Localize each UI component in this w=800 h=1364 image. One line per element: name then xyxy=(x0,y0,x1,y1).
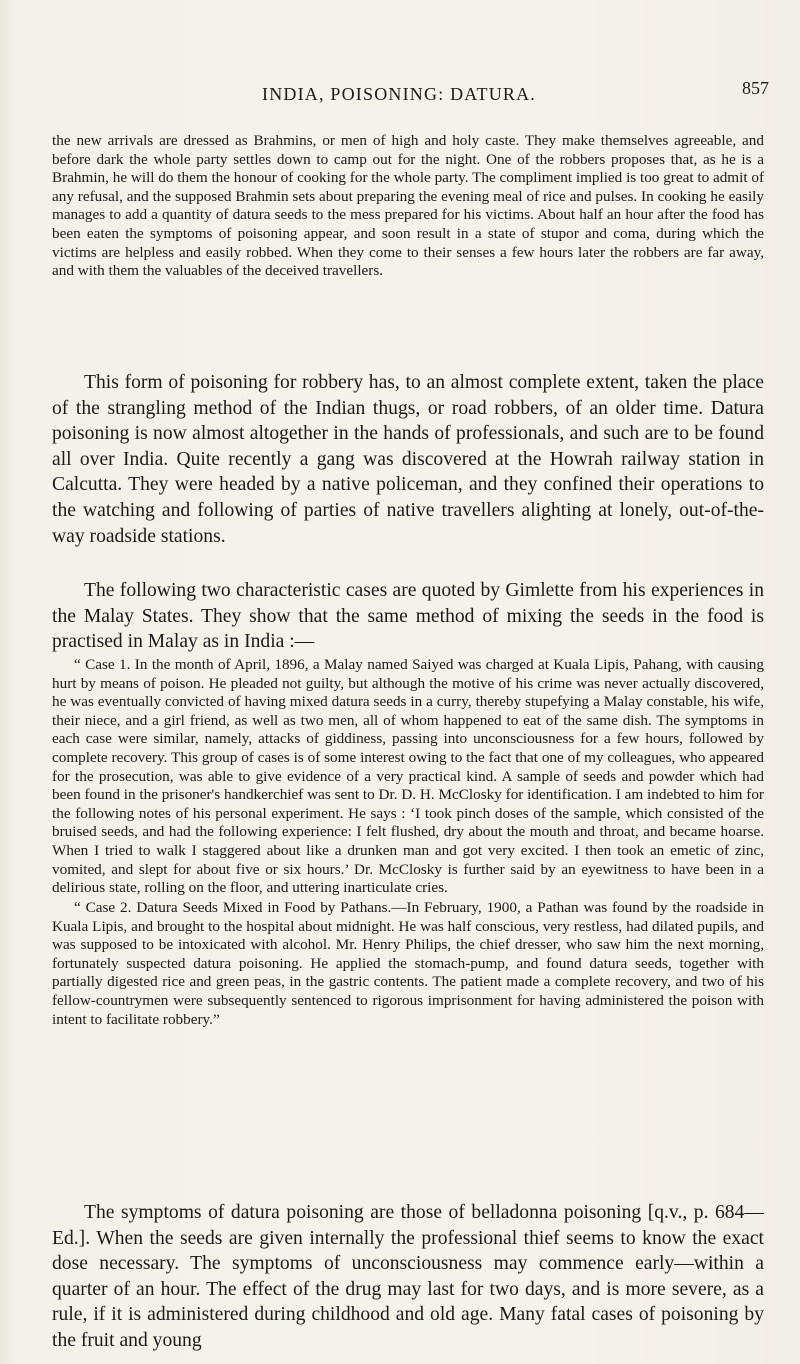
paragraph-text: “ Case 2. Datura Seeds Mixed in Food by Pathans.—In February, 1900, a Pathan was found by the roadside in Kuala Lipis, and brought to the hospital about midnight. He was half conscious, very restless, had dilated pupils, and was supposed to be intoxicated with alcohol. Mr. Henry Philips, the chief dresser, who saw him the next morning, fortunately suspected datura poisoning. He applied the stomach-pump, and found datura seeds, together with partially digested rice and green peas, in the gastric contents. The patient made a complete recovery, and two of his fellow-countrymen were subsequently sentenced to rigorous imprisonment for having administered the poison with intent to facilitate robbery.” xyxy=(52,899,764,1028)
paragraph-symptoms xyxy=(52,1200,764,1354)
paragraph-text: This form of poisoning for robbery has, to an almost complete extent, taken the place of the strangling method of the Indian thugs, or road robbers, of an older time. Datura poisoning is now almost altogether in the hands of professionals, and such are to be found all over India. Quite recently a gang was discovered at the Howrah railway station in Calcutta. They were headed by a native policeman, and they confined their operations to the watching and following of parties of native travellers alighting at lonely, out-of-the-way roadside stations. xyxy=(52,372,764,547)
paragraph-gimlette-intro xyxy=(52,578,764,655)
paragraph-text: The symptoms of datura poisoning are those of belladonna poisoning [q.v., p. 684—Ed.]. When the seeds are given internally the professional thief seems to know the exact dose necessary. The symptoms of unconsciousness may commence early—within a quarter of an hour. The effect of the drug may last for two days, and is more severe, as a rule, if it is administered during childhood and old age. Many fatal cases of poisoning by the fruit and young xyxy=(52,1202,764,1351)
paragraph-text: The following two characteristic cases are quoted by Gimlette from his experiences in the Malay States. They show that the same method of mixing the seeds in the food is practised in Malay as in India :— xyxy=(52,580,764,653)
running-head xyxy=(0,78,800,108)
page-number: 857 xyxy=(742,78,769,98)
paragraph-text: the new arrivals are dressed as Brahmins, or men of high and holy caste. They make themselves agreeable, and before dark the whole party settles down to camp out for the night. One of the robbers proposes that, as he is a Brahmin, he will do them the honour of cooking for the whole party. The compliment implied is too great to admit of any refusal, and the supposed Brahmin sets about preparing the evening meal of rice and pulses. In cooking he easily manages to add a quantity of datura seeds to the mess prepared for his victims. About half an hour after the food has been eaten the symptoms of poisoning appear, and soon result in a state of stupor and coma, during which the victims are helpless and easily robbed. When they come to their senses a few hours later the robbers are far away, and with them the valuables of the deceived travellers. xyxy=(52,132,764,280)
quote-case-2 xyxy=(52,899,764,1029)
running-title: INDIA, POISONING: DATURA. xyxy=(262,84,536,104)
paragraph-text: “ Case 1. In the month of April, 1896, a Malay named Saiyed was charged at Kuala Lipis, Pahang, with causing hurt by means of poison. He pleaded not guilty, but although the motive of his crime was never actually discovered, he was eventually convicted of having mixed datura seeds in a curry, thereby stupefying a Malay constable, his wife, their niece, and a girl friend, as well as two men, all of whom happened to eat of the same dish. The symptoms in each case were similar, namely, attacks of giddiness, passing into unconsciousness for a few hours, followed by complete recovery. This group of cases is of some interest owing to the fact that one of my colleagues, who appeared for the prosecution, was able to give evidence of a very practical kind. A sample of seeds and powder which had been found in the prisoner's handkerchief was sent to Dr. D. H. McClosky for identification. I am indebted to him for the following notes of his personal experiment. He says : ‘I took pinch doses of the sample, which consisted of the bruised seeds, and had the following experience: I felt flushed, dry about the mouth and throat, and became hoarse. When I tried to walk I staggered about like a drunken man and got very excited. I then took an emetic of zinc, vomited, and slept for about five or six hours.’ Dr. McClosky is further said by an eyewitness to have been in a delirious state, rolling on the floor, and uttering inarticulate cries. xyxy=(52,656,764,897)
quote-case-1 xyxy=(52,656,764,898)
paragraph-brahmin-robbers xyxy=(52,132,764,281)
paragraph-thugs-comparison xyxy=(52,370,764,549)
